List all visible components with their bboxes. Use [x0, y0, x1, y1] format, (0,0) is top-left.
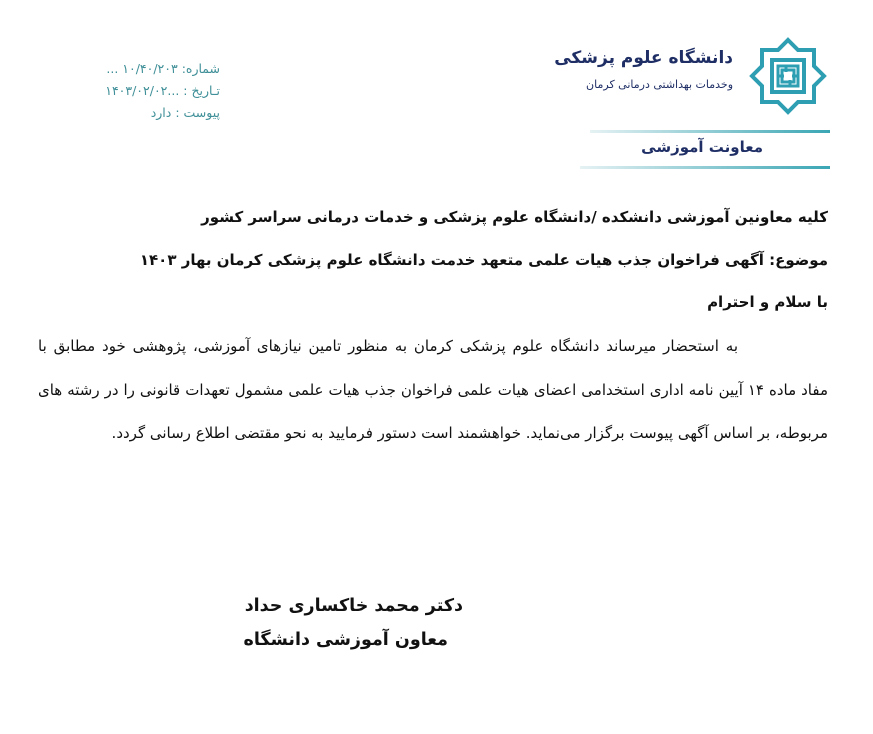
letter-body: [38, 325, 828, 456]
signatory-name: دکتر محمد خاکساری حداد: [244, 596, 463, 616]
letter-number: شماره: ۱۰/۴۰/۲۰۳ ...: [106, 61, 220, 76]
university-subtitle: وخدمات بهداشتی درمانی کرمان: [586, 78, 733, 91]
letter-meta: [80, 58, 220, 124]
letter-attachment: پیوست : دارد: [150, 105, 220, 120]
letter-subject: موضوع: آگهی فراخوان جذب هیات علمی متعهد خدمت دانشگاه علوم پزشکی کرمان بهار ۱۴۰۳: [139, 251, 828, 269]
university-name: دانشگاه علوم پزشکی: [554, 48, 733, 68]
signatory-title: معاون آموزشی دانشگاه: [243, 630, 448, 650]
header-divider-bottom: [580, 166, 830, 169]
letter-body-text: به استحضار میرساند دانشگاه علوم پزشکی کرمان به منظور تامین نیازهای آموزشی، پژوهشی خود مطابق با مفاد ماده ۱۴ آیین نامه اداری استخدامی اعضای هیات علمی فراخوان جذب هیات علمی مشمول تعهدات قانونی را در رشته های مربوطه، بر اساس آگهی پیوست برگزار می‌نماید. خواهشمند است دستور فرمایید به نحو مقتضی اطلاع رسانی گردد.: [38, 337, 828, 442]
university-logo-icon: [748, 36, 828, 116]
letter-recipient: کلیه معاونین آموزشی دانشکده /دانشگاه علوم پزشکی و خدمات درمانی سراسر کشور: [201, 208, 828, 226]
department-title: معاونت آموزشی: [641, 138, 763, 156]
letter-greeting: با سلام و احترام: [707, 293, 828, 311]
letter-date: تـاریخ : ...۱۴۰۳/۰۲/۰۲: [105, 83, 220, 98]
header-divider-top: [590, 130, 830, 133]
